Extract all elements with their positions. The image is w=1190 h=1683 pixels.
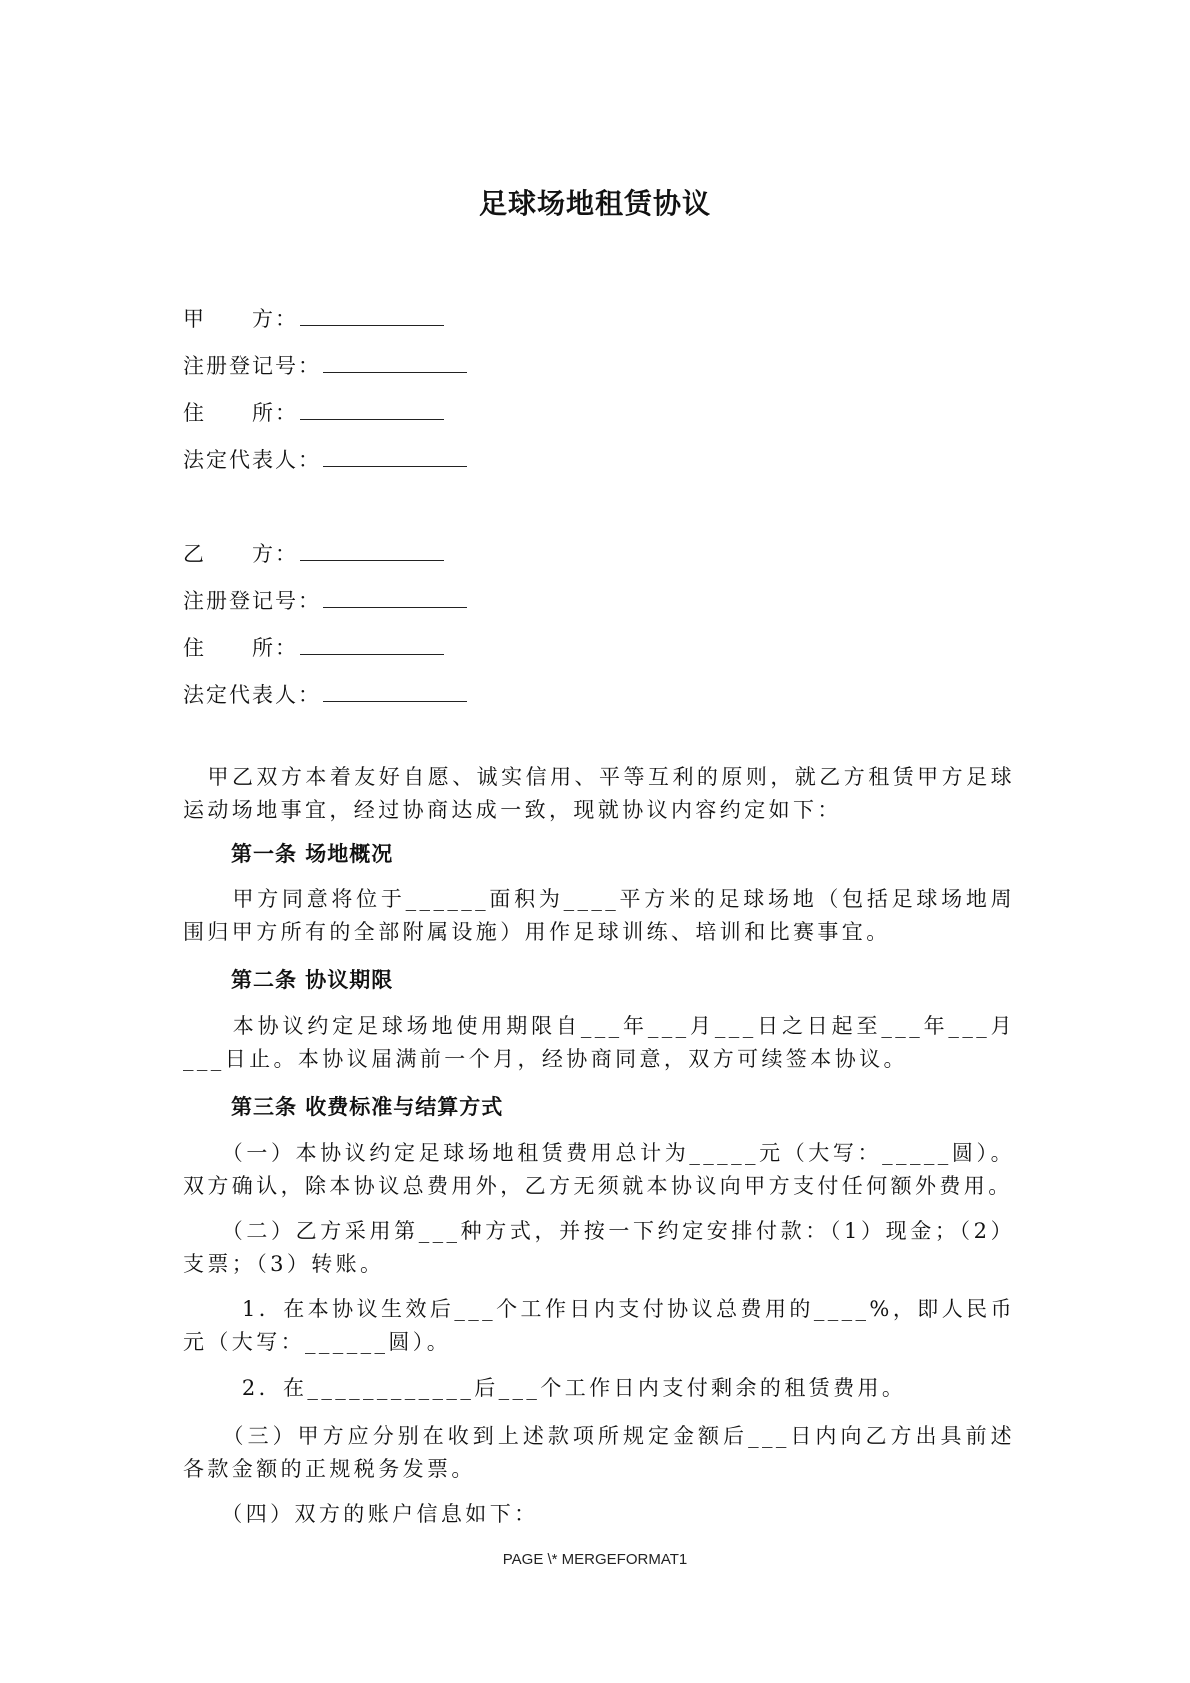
- page-footer: PAGE \* MERGEFORMAT1: [502, 1551, 688, 1568]
- article-3-clause-2: （二）乙方采用第___种方式，并按一下约定安排付款：（1）现金；（2）支票；（3）转账。: [183, 1219, 1015, 1276]
- party-a-rep-line: [183, 445, 467, 475]
- party-b-rep-label: 法定代表人：: [183, 683, 321, 707]
- party-a-rep-blank: [323, 446, 467, 467]
- party-b-name-line: [183, 539, 444, 569]
- party-a-address-blank: [300, 399, 444, 420]
- article-3-heading: 第三条 收费标准与结算方式: [231, 1094, 504, 1119]
- article-3-item-1: 1．在本协议生效后___个工作日内支付协议总费用的____%，即人民币元（大写：______圆）。: [183, 1297, 1015, 1354]
- party-a-reg-line: [183, 351, 467, 381]
- party-b-rep-line: [183, 680, 467, 710]
- article-2-text: 本协议约定足球场地使用期限自___年___月___日之日起至___年___月___日止。本协议届满前一个月，经协商同意，双方可续签本协议。: [183, 1014, 1015, 1071]
- party-a-name-line: [183, 304, 444, 334]
- party-b-address-label: 住 所：: [183, 636, 298, 660]
- document-title: 足球场地租赁协议: [478, 187, 711, 220]
- party-a-address-line: [183, 398, 444, 428]
- article-3-item-2: 2．在____________后___个工作日内支付剩余的租赁费用。: [183, 1376, 907, 1400]
- party-b-name-label: 乙 方：: [183, 542, 298, 566]
- party-b-reg-blank: [323, 587, 467, 608]
- party-a-rep-label: 法定代表人：: [183, 448, 321, 472]
- party-b-reg-line: [183, 586, 467, 616]
- article-1-text: 甲方同意将位于______面积为____平方米的足球场地（包括足球场地周围归甲方所有的全部附属设施）用作足球训练、培训和比赛事宜。: [183, 887, 1015, 944]
- party-b-name-blank: [300, 540, 444, 561]
- party-a-reg-label: 注册登记号：: [183, 354, 321, 378]
- party-a-name-label: 甲 方：: [183, 307, 298, 331]
- party-b-rep-blank: [323, 681, 467, 702]
- article-1-heading: 第一条 场地概况: [231, 841, 394, 866]
- party-b-address-line: [183, 633, 444, 663]
- party-b-reg-label: 注册登记号：: [183, 589, 321, 613]
- article-2-heading: 第二条 协议期限: [231, 967, 394, 992]
- party-a-reg-blank: [323, 352, 467, 373]
- article-3-clause-1: （一）本协议约定足球场地租赁费用总计为_____元（大写：_____圆）。双方确认，除本协议总费用外，乙方无须就本协议向甲方支付任何额外费用。: [183, 1141, 1015, 1198]
- intro-paragraph: 甲乙双方本着友好自愿、诚实信用、平等互利的原则，就乙方租赁甲方足球运动场地事宜，经过协商达成一致，现就协议内容约定如下：: [183, 765, 1015, 822]
- party-a-address-label: 住 所：: [183, 401, 298, 425]
- party-a-name-blank: [300, 305, 444, 326]
- article-3-clause-3: （三）甲方应分别在收到上述款项所规定金额后___日内向乙方出具前述各款金额的正规税务发票。: [183, 1424, 1015, 1481]
- article-3-clause-4: （四）双方的账户信息如下：: [183, 1502, 539, 1526]
- party-b-address-blank: [300, 634, 444, 655]
